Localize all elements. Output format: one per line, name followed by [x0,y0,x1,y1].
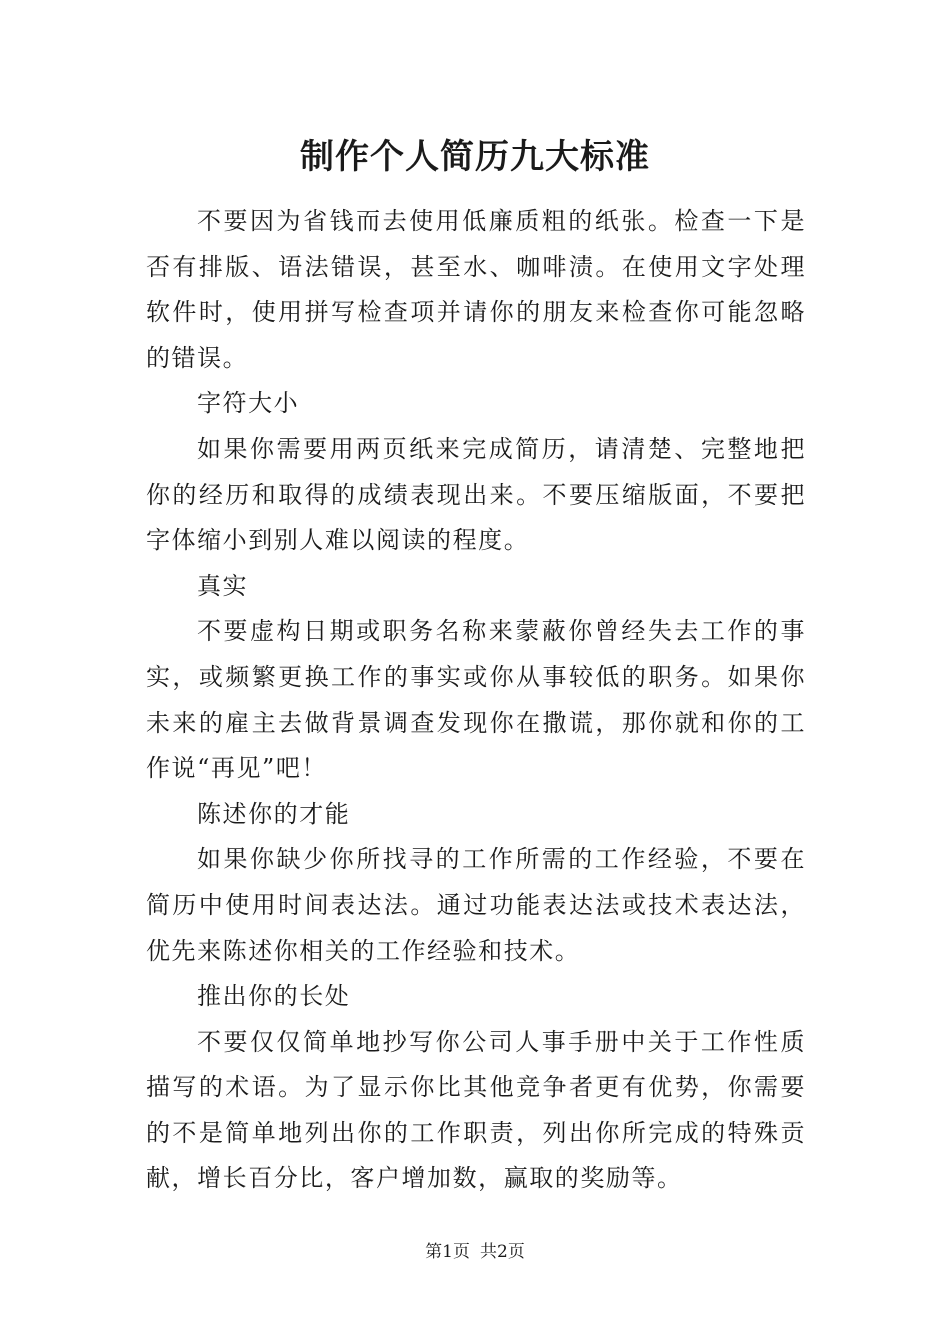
page-number-total: 共2页 [480,1242,525,1262]
heading-font-size: 字符大小 [197,389,300,418]
paragraph-truth: 不要虚构日期或职务名称来蒙蔽你曾经失去工作的事实，或频繁更换工作的事实或你从事较低的职务。如果你未来的雇主去做背景调查发现你在撒谎，那你就和你的工作说“再见”吧！ [146,617,806,783]
document-body [146,199,806,1202]
heading-truth: 真实 [197,571,249,600]
document-title: 制作个人简历九大标准 [300,137,650,177]
paragraph-strengths: 不要仅仅简单地抄写你公司人事手册中关于工作性质描写的术语。为了显示你比其他竞争者更有优势，你需要的不是简单地列出你的工作职责，列出你所完成的特殊贡献，增长百分比，客户增加数，赢取的奖励等。 [146,1027,806,1193]
heading-talents: 陈述你的才能 [197,799,351,828]
paragraph-font-size: 如果你需要用两页纸来完成简历，请清楚、完整地把你的经历和取得的成绩表现出来。不要压缩版面，不要把字体缩小到别人难以阅读的程度。 [146,434,806,555]
page-number-current: 第1页 [425,1242,470,1262]
paragraph-talents: 如果你缺少你所找寻的工作所需的工作经验，不要在简历中使用时间表达法。通过功能表达法或技术表达法，优先来陈述你相关的工作经验和技术。 [146,845,806,965]
paragraph-paper-quality: 不要因为省钱而去使用低廉质粗的纸张。检查一下是否有排版、语法错误，甚至水、咖啡渍。在使用文字处理软件时，使用拼写检查项并请你的朋友来检查你可能忽略的错误。 [146,207,806,372]
page-footer [0,1240,950,1264]
heading-strengths: 推出你的长处 [197,982,351,1011]
